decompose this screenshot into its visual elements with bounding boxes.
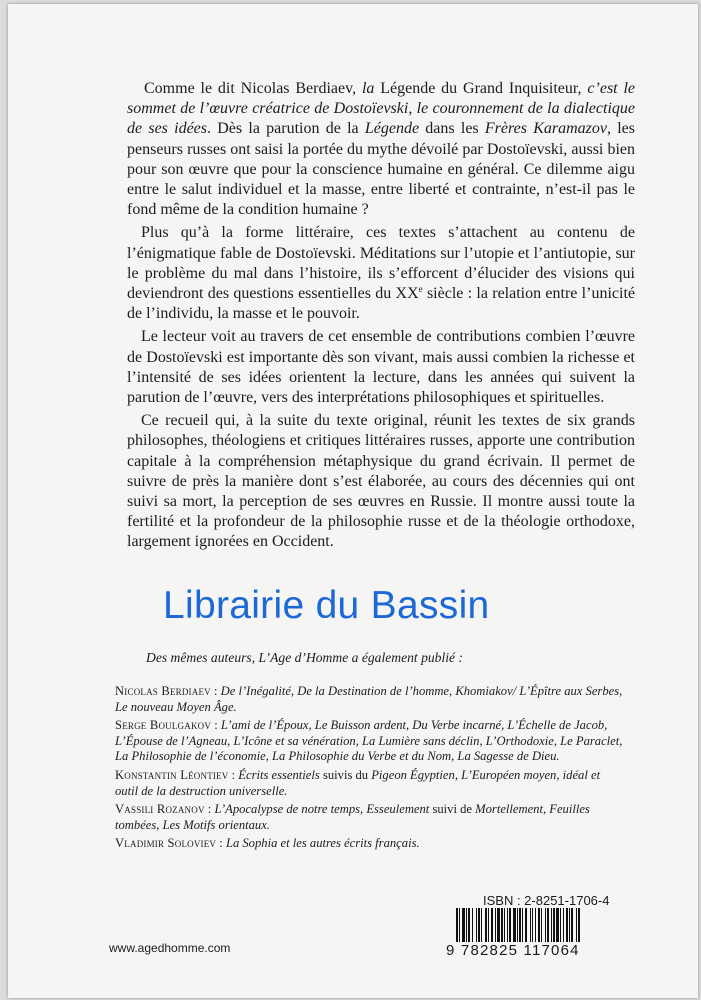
blurb-paragraph-3: Le lecteur voit au travers de cet ensemble de contributions combien l’œuvre de Dostoïevski est importante dès son vivant, mais aussi combien la richesse et l’intensité de ses idées orientent la lecture, dans les années qui suivent la parution de l’œuvre, vers des interprétations philosophiques et spirituelles.: [127, 328, 635, 407]
author-name: Serge Boulgakov: [115, 718, 212, 733]
text-run: , les penseurs russes ont saisi la portée du mythe dévoilé par Dostoïevski, aussi bien pour son œuvre que pour la conscience humaine en général. Ce dilemme aigu entre le salut individuel et la masse, entre liberté et contrainte, n’est-il pas le fond même de la condition humaine ?: [127, 120, 635, 219]
italic-run: Frères Karamazov: [484, 120, 607, 138]
separator: :: [204, 802, 215, 817]
bibliography-entry: [115, 684, 625, 715]
text-run: Plus qu’à la forme littéraire, ces textes s’attachent au contenu de l’énigmatique fable de Dostoïevski. Méditations sur l’utopie et l’antiutopie, sur le problème du mal dans l’histoire, ils s’efforcent d’élucider des visions qui deviendront des questions essentielles du XX: [127, 224, 635, 303]
book-titles: La Sophia et les autres écrits français.: [225, 836, 420, 851]
author-name: Vassili Rozanov: [115, 802, 205, 817]
book-titles: Mortellement, Feuilles tombées, Les Motifs orientaux.: [115, 802, 590, 832]
author-name: Konstantin Léontiev: [115, 767, 229, 782]
also-published-heading: Des mêmes auteurs, L’Age d’Homme a également publié :: [146, 650, 463, 665]
separator: :: [210, 684, 221, 698]
separator: :: [228, 767, 239, 782]
barcode-number: 9 782825 117064: [446, 942, 580, 959]
book-titles: Pigeon Égyptien, L’Européen moyen, idéal et outil de la destruction universelle.: [115, 767, 601, 798]
superscript: e: [418, 284, 423, 295]
blurb-text: [127, 79, 635, 553]
text-run: . Dès la parution de la: [207, 120, 365, 138]
blurb-paragraph-4: Ce recueil qui, à la suite du texte original, réunit les textes de six grands philosophes, théologiens et critiques littéraires russes, apporte une contribution capitale à la compréhension métaphysique du grand écrivain. Il permet de suivre de près la manière dont s’est élaborée, au cours des décennies qui ont suivi sa mort, la perception de ses œuvres en Russie. Il montre aussi toute la fertilité et la profondeur de la philosophie russe et de la théologie orthodoxe, largement ignorées en Occident.: [127, 412, 635, 551]
separator: :: [216, 836, 226, 851]
bibliography-entry: [115, 768, 625, 799]
italic-run: Légende: [364, 120, 420, 138]
publisher-website: www.agedhomme.com: [109, 941, 231, 955]
book-titles: L’Apocalypse de notre temps, Esseulement: [214, 802, 430, 817]
text-run: Comme le dit Nicolas Berdiaev,: [144, 80, 362, 97]
author-name: Vladimir Soloviev: [115, 836, 217, 851]
bibliography-entry: [115, 802, 625, 833]
text-run: suivi de: [429, 802, 476, 817]
blurb-paragraph-1: [127, 79, 635, 220]
text-run: Légende du Grand Inquisiteur,: [374, 80, 588, 97]
book-titles: L’ami de l’Époux, Le Buisson ardent, Du Verbe incarné, L’Échelle de Jacob, L’Épouse de l’Agneau, L’Icône et sa vénération, La Lumière sans déclin, L’Orthodoxie, Le Paraclet, La Philosophie de l’économie, La Philosophie du Verbe et du Nom, La Sagesse de Dieu.: [115, 718, 623, 764]
separator: :: [211, 718, 221, 733]
bibliography-entry: [115, 836, 625, 852]
author-name: Nicolas Berdiaev: [115, 684, 211, 698]
book-titles: De l’Inégalité, De la Destination de l’homme, Khomiakov/ L’Épître aux Serbes, Le nouveau Moyen Âge.: [115, 684, 623, 714]
italic-run: la: [361, 80, 375, 97]
book-titles: Écrits essentiels: [238, 767, 320, 782]
barcode-bars: [446, 908, 628, 942]
text-run: suivis du: [319, 767, 372, 782]
bibliography-entry: [115, 718, 625, 765]
italic-quote: c’est le sommet de l’œuvre créatrice de Dostoïevski, le couronnement de la dialectique de ses idées: [127, 80, 636, 138]
seller-watermark: Librairie du Bassin: [163, 584, 490, 627]
bibliography-list: [115, 684, 625, 855]
isbn-label: ISBN : 2-8251-1706-4: [483, 893, 610, 908]
text-run: siècle : la relation entre l’unicité de l’individu, la masse et le pouvoir.: [127, 285, 635, 323]
blurb-paragraph-2: [127, 223, 635, 324]
text-run: dans les: [419, 120, 485, 138]
book-back-cover: [8, 4, 698, 998]
